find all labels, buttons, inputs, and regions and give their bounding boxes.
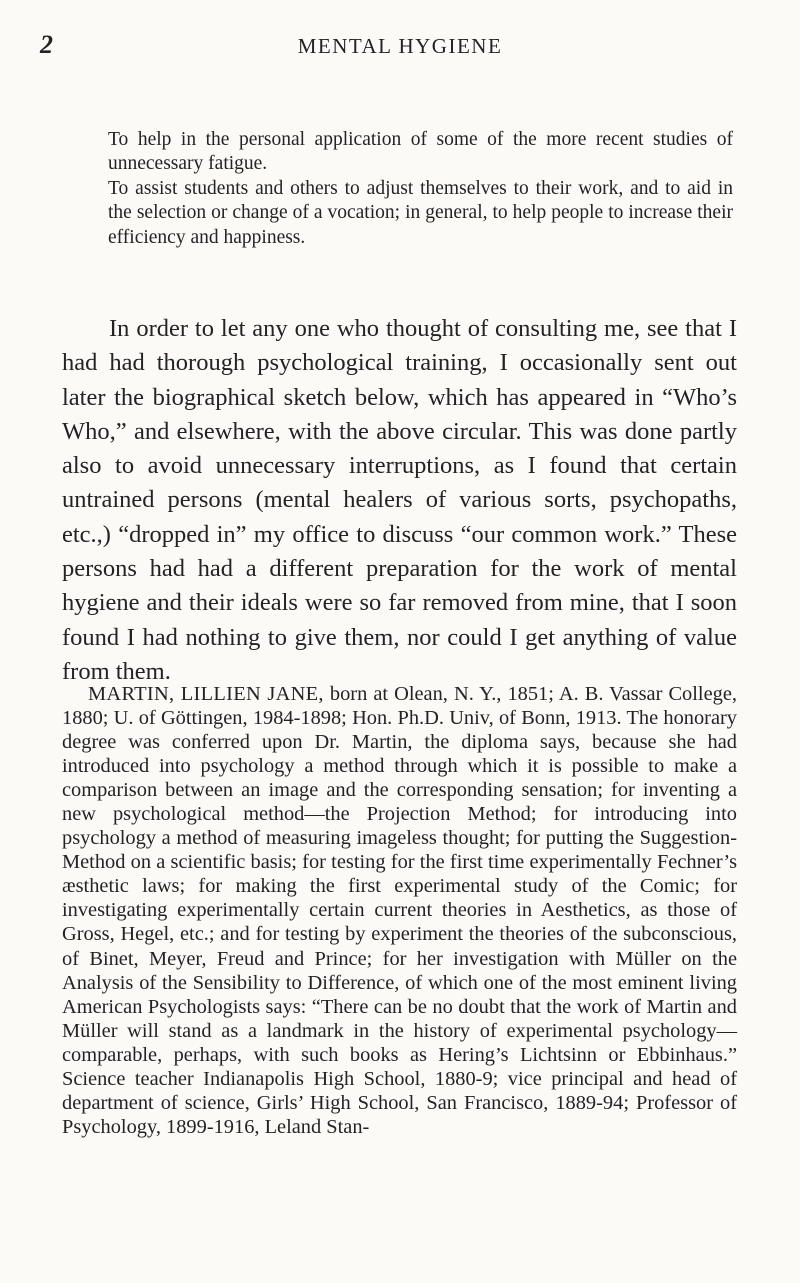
biographical-sketch [62,682,737,1139]
page-header [40,30,760,60]
bio-text: born at Olean, N. Y., 1851; A. B. Vassar College, 1880; U. of Göttingen, 1984-1898; Hon. Ph.D. Univ, of Bonn, 1913. The honorary degree was conferred upon Dr. Martin, the diploma says, because she had introduced into psychology a method through which it is possible to make a comparison between an image and the corresponding sensation; for inventing a new psychological method—the Projection Method; for introducing into psychology a method of measuring imageless thought; for putting the Suggestion-Method on a scientific basis; for testing for the first time experimentally Fechner’s æsthetic laws; for making the first experimental study of the Comic; for investigating experimentally certain current theories in Aesthetics, as those of Gross, Hegel, etc.; and for testing by experiment the theories of the subconscious, of Binet, Meyer, Freud and Prince; for her investigation with Müller on the Analysis of the Sensibility to Difference, of which one of the most eminent living American Psychologists says: “There can be no doubt that the work of Martin and Müller will stand as a landmark in the history of experimental psychology—comparable, perhaps, with such books as Hering’s Lichtsinn or Ebbinhaus.” Science teacher Indianapolis High School, 1880-9; vice principal and head of department of science, Girls’ High School, San Francisco, 1889-94; Professor of Psychology, 1899-1916, Leland Stan- [62,683,737,1138]
circular-item-fatigue: To help in the personal application of some of the more recent studies of unnecessary fatigue. [108,129,733,175]
circular-excerpt [108,128,733,250]
bio-name: MARTIN, LILLIEN JANE, [88,683,324,705]
body-paragraph: In order to let any one who thought of consulting me, see that I had had thorough psychological training, I occasionally sent out later the biographical sketch below, which has appeared in “Who’s Who,” and elsewhere, with the above circular. This was done partly also to avoid unnecessary interruptions, as I found that certain untrained persons (mental healers of various sorts, psychopaths, etc.,) “dropped in” my office to discuss “our common work.” These persons had had a different preparation for the work of mental hygiene and their ideals were so far removed from mine, that I soon found I had nothing to give them, nor could I get anything of value from them. [62,315,737,685]
running-head: MENTAL HYGIENE [297,34,503,58]
page-number: 2 [40,30,53,59]
circular-item-vocation: To assist students and others to adjust themselves to their work, and to aid in the selection or change of a vocation; in general, to help people to increase their efficiency and happiness. [108,177,733,248]
